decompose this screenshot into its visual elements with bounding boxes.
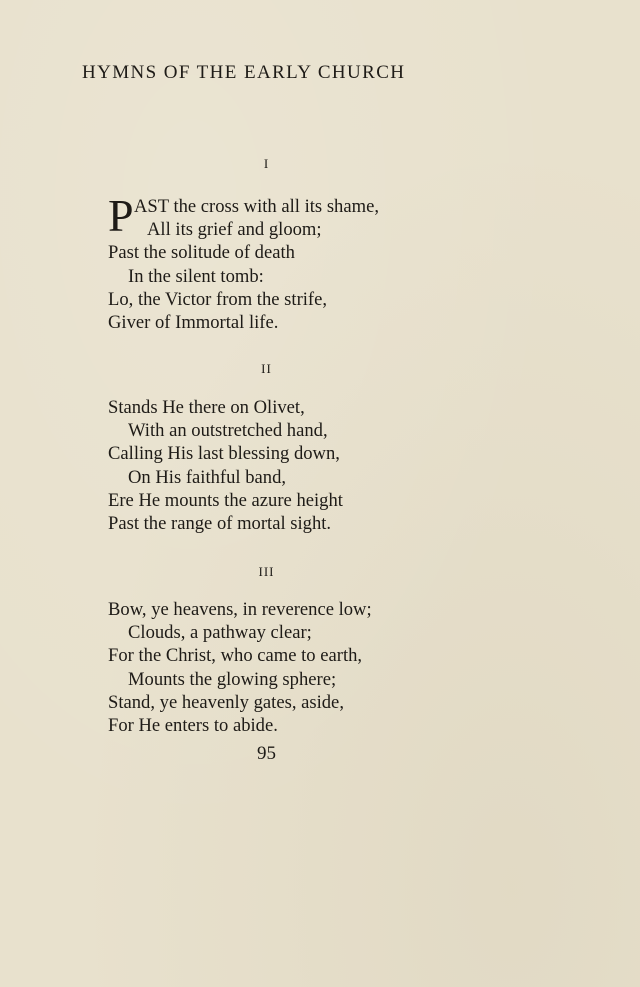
stanza-numeral-2: II [261,361,272,376]
page-number: 95 [257,743,276,764]
stanza-2-line-4: On His faithful band, [128,466,287,488]
stanza-1-line-1-text: AST the cross with all its shame, [134,196,379,217]
stanza-1-line-2: All its grief and gloom; [147,219,322,241]
stanza-1-line-4: In the silent tomb: [128,265,264,287]
stanza-numeral-1: I [263,156,270,171]
stanza-3 [108,598,372,737]
stanza-2-line-5: Ere He mounts the azure height [108,489,343,511]
stanza-3-line-3: For the Christ, who came to earth, [108,645,363,667]
stanza-1-line-3: Past the solitude of death [108,242,295,264]
stanza-2-line-3: Calling His last blessing down, [108,443,340,465]
running-head: HYMNS OF THE EARLY CHURCH [82,62,406,83]
stanza-2-line-1: Stands He there on Olivet, [108,397,305,418]
stanza-1 [108,190,379,334]
stanza-numeral-3: III [258,564,275,579]
stanza-2-line-2: With an outstretched hand, [128,420,328,442]
stanza-3-line-4: Mounts the glowing sphere; [128,668,337,690]
stanza-2 [108,396,343,535]
stanza-2-line-6: Past the range of mortal sight. [108,512,332,534]
stanza-1-line-5: Lo, the Victor from the strife, [108,288,328,310]
stanza-3-line-2: Clouds, a pathway clear; [128,622,312,644]
stanza-1-line-6: Giver of Immortal life. [108,311,279,333]
stanza-3-line-6: For He enters to abide. [108,714,278,736]
stanza-3-line-5: Stand, ye heavenly gates, aside, [108,691,344,713]
stanza-3-line-1: Bow, ye heavens, in reverence low; [108,599,372,620]
drop-cap: P [108,190,134,241]
